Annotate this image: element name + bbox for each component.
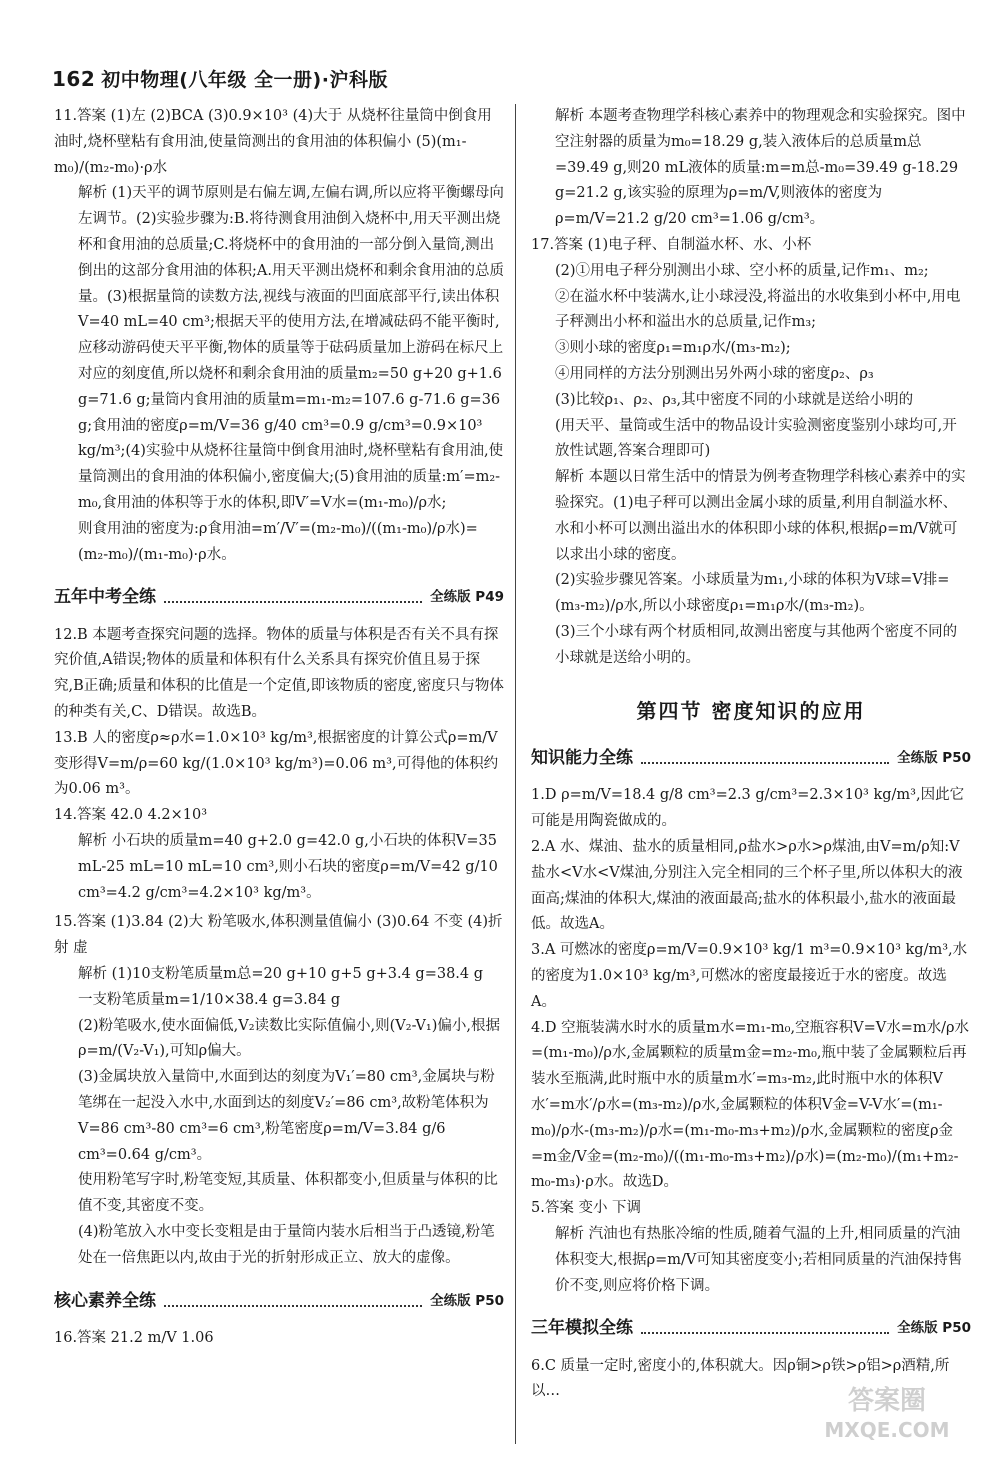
watermark-logo — [792, 1377, 982, 1447]
page-number: 162 — [52, 67, 96, 91]
q15-analysis-3: (2)粉笔吸水,使水面偏低,V₂读数比实际值偏小,则(V₂-V₁)偏小,根据ρ=m/(V₂-V₁),可知ρ偏大。 — [78, 1017, 500, 1060]
left-column — [54, 104, 504, 1352]
section-title: 五年中考全练 — [54, 587, 156, 608]
book-title: 初中物理(八年级 全一册)·沪科版 — [101, 69, 388, 91]
section-header-three-year — [531, 1313, 971, 1343]
q17-analysis-2: (2)实验步骤见答案。小球质量为m₁,小球的体积为V球=V排=(m₃-m₂)/ρ水,所以小球密度ρ₁=m₁ρ水/(m₃-m₂)。 — [555, 572, 950, 615]
section-ref: 全练版 P50 — [897, 750, 971, 767]
q17-step-3: ③则小球的密度ρ₁=m₁ρ水/(m₃-m₂); — [555, 340, 791, 357]
section-title: 知识能力全练 — [531, 748, 633, 769]
q14-answer: 14.答案 42.0 4.2×10³ — [54, 807, 208, 824]
section-ref: 全练版 P50 — [897, 1320, 971, 1337]
q17-step-6: (用天平、量筒或生活中的物品设计实验测密度鉴别小球均可,开放性试题,答案合理即可) — [555, 417, 957, 460]
q15-analysis-6: (4)粉笔放入水中变长变粗是由于量筒内装水后相当于凸透镜,粉笔处在一倍焦距以内,故由于光的折射形成正立、放大的虚像。 — [78, 1223, 495, 1266]
r5-answer: 5.答案 变小 下调 — [531, 1200, 642, 1217]
q16-analysis: 解析 本题考查物理学科核心素养中的物理观念和实验探究。图中空注射器的质量为m₀=18.29 g,装入液体后的总质量m总=39.49 g,则20 mL液体的质量:m=m总-m₀=39.49 g-18.29 g=21.2 g,该实验的原理为ρ=m/V,则液体的密度为ρ=m/V=21.2 g/20 cm³=1.06 g/cm³。 — [555, 108, 966, 228]
dotted-leader — [164, 1295, 422, 1307]
chapter-section-title: 第四节 密度知识的应用 — [636, 698, 866, 723]
q17-analysis-1: 解析 本题以日常生活中的情景为例考查物理学科核心素养中的实验探究。(1)电子秤可以测出金属小球的质量,利用自制溢水杯、水和小杯可以测出溢出水的体积即小球的体积,根据ρ=m/V就可以求出小球的密度。 — [555, 469, 966, 563]
section-ref: 全练版 P50 — [430, 1292, 504, 1309]
section-title: 核心素养全练 — [54, 1290, 156, 1311]
section-header-core — [54, 1286, 504, 1316]
q11-analysis-2: 则食用油的密度为:ρ食用油=m′/V′=(m₂-m₀)/((m₁-m₀)/ρ水)=(m₂-m₀)/(m₁-m₀)·ρ水。 — [78, 520, 478, 563]
column-divider — [515, 104, 516, 1444]
q15-analysis-2: 一支粉笔质量m=1/10×38.4 g=3.84 g — [78, 991, 341, 1008]
q14 — [54, 803, 504, 906]
q15-analysis-1: 解析 (1)10支粉笔质量m总=20 g+10 g+5 g+3.4 g=38.4 g — [78, 965, 484, 982]
q17-step-5: (3)比较ρ₁、ρ₂、ρ₃,其中密度不同的小球就是送给小明的 — [555, 391, 914, 408]
q17 — [531, 233, 971, 672]
r5 — [531, 1196, 971, 1299]
section-header-knowledge — [531, 743, 971, 773]
r2: 2.A 水、煤油、盐水的质量相同,ρ盐水>ρ水>ρ煤油,由V=m/ρ知:V盐水<V水<V煤油,分别注入完全相同的三个杯子里,所以体积大的液面高;煤油的体积大,煤油的液面最高;盐水的体积最小,盐水的液面最低。故选A。 — [531, 838, 963, 933]
dotted-leader — [641, 1322, 889, 1334]
svg-text:MXQE.COM: MXQE.COM — [824, 1418, 950, 1442]
r4: 4.D 空瓶装满水时水的质量m水=m₁-m₀,空瓶容积V=V水=m水/ρ水=(m₁-m₀)/ρ水,金属颗粒的质量m金=m₂-m₀,瓶中装了金属颗粒后再装水至瓶满,此时瓶中水的质量m水′=m₃-m₂,此时瓶中水的体积V水′=m水′/ρ水=(m₃-m₂)/ρ水,金属颗粒的体积V金=V-V水′=(m₁-m₀)/ρ水-(m₃-m₂)/ρ水=(m₁-m₀-m₃+m₂)/ρ水,金属颗粒的密度ρ金=m金/V金=(m₂-m₀)/((m₁-m₀-m₃+m₂)/ρ水)=(m₂-m₀)/(m₁+m₂-m₀-m₃)·ρ水。故选D。 — [531, 1019, 970, 1191]
q17-step-1: (2)①用电子秤分别测出小球、空小杯的质量,记作m₁、m₂; — [555, 262, 929, 279]
svg-text:答案圈: 答案圈 — [847, 1386, 927, 1416]
q15-analysis-4: (3)金属块放入量筒中,水面到达的刻度为V₁′=80 cm³,金属块与粉笔绑在一起没入水中,水面到达的刻度V₂′=86 cm³,故粉笔体积为V=86 cm³-80 cm³=6 cm³,粉笔密度ρ=m/V=3.84 g/6 cm³=0.64 g/cm³。 — [78, 1069, 495, 1163]
q13: 13.B 人的密度ρ≈ρ水=1.0×10³ kg/m³,根据密度的计算公式ρ=m/V变形得V=m/ρ=60 kg/(1.0×10³ kg/m³)=0.06 m³,可得他的体积约为0.06 m³。 — [54, 729, 499, 798]
right-column — [531, 104, 971, 1405]
q11-answer: 11.答案 (1)左 (2)BCA (3)0.9×10³ (4)大于 从烧杯往量筒中倒食用油时,烧杯壁粘有食用油,使量筒测出的食用油的体积偏小 (5)(m₁-m₀)/(m₂-m₀)·ρ水 — [54, 108, 492, 176]
section-title: 三年模拟全练 — [531, 1318, 633, 1339]
r1: 1.D ρ=m/V=18.4 g/8 cm³=2.3 g/cm³=2.3×10³ kg/m³,因此它可能是用陶瓷做成的。 — [531, 787, 965, 830]
section-header-five-year — [54, 582, 504, 612]
dotted-leader — [164, 591, 422, 603]
q12: 12.B 本题考查探究问题的选择。物体的质量与体积是否有关不具有探究价值,A错误;物体的质量和体积有什么关系具有探究价值且易于探究,B正确;质量和体积的比值是一个定值,即该物质的密度,密度只与物体的种类有关,C、D错误。故选B。 — [54, 626, 504, 720]
r3: 3.A 可燃冰的密度ρ=m/V=0.9×10³ kg/1 m³=0.9×10³ kg/m³,水的密度为1.0×10³ kg/m³,可燃冰的密度最接近于水的密度。故选A。 — [531, 942, 968, 1010]
section-ref: 全练版 P49 — [430, 589, 504, 606]
q11-analysis-1: 解析 (1)天平的调节原则是右偏左调,左偏右调,所以应将平衡螺母向左调节。(2)实验步骤为:B.将待测食用油倒入烧杯中,用天平测出烧杯和食用油的总质量;C.将烧杯中的食用油的一部分倒入量筒,测出倒出的这部分食用油的体积;A.用天平测出烧杯和剩余食用油的总质量。(3)根据量筒的读数方法,视线与液面的凹面底部平行,读出体积V=40 mL=40 cm³;根据天平的使用方法,在增减砝码不能平衡时,应移动游码使天平平衡,物体的质量等于砝码质量加上游码在标尺上对应的刻度值,所以烧杯和剩余食用油的质量m₂=50 g+20 g+1.6 g=71.6 g;量筒内食用油的质量m=m₁-m₂=107.6 g-71.6 g=36 g;食用油的密度ρ=m/V=36 g/40 cm³=0.9 g/cm³=0.9×10³ kg/m³;(4)实验中从烧杯往量筒中倒食用油时,烧杯壁粘有食用油,使量筒测出的食用油的体积偏小,密度偏大;(5)食用油的质量:m′=m₂-m₀,食用油的体积等于水的体积,即V′=V水=(m₁-m₀)/ρ水; — [78, 185, 504, 511]
q14-analysis: 解析 小石块的质量m=40 g+2.0 g=42.0 g,小石块的体积V=35 mL-25 mL=10 mL=10 cm³,则小石块的密度ρ=m/V=42 g/10 cm³=4.2 g/cm³=4.2×10³ kg/m³。 — [78, 832, 498, 901]
q11 — [54, 104, 504, 568]
q15-answer: 15.答案 (1)3.84 (2)大 粉笔吸水,体积测量值偏小 (3)0.64 不变 (4)折射 虚 — [54, 914, 503, 957]
q17-step-2: ②在溢水杯中装满水,让小球浸没,将溢出的水收集到小杯中,用电子秤测出小杯和溢出水的总质量,记作m₃; — [555, 288, 961, 331]
q17-analysis-3: (3)三个小球有两个材质相同,故测出密度与其他两个密度不同的小球就是送给小明的。 — [555, 623, 958, 666]
q15-analysis-5: 使用粉笔写字时,粉笔变短,其质量、体积都变小,但质量与体积的比值不变,其密度不变。 — [78, 1172, 498, 1215]
q15 — [54, 910, 504, 1271]
q16-answer: 16.答案 21.2 m/V 1.06 — [54, 1329, 214, 1346]
r6: 6.C 质量一定时,密度小的,体积就大。因ρ铜>ρ铁>ρ铝>ρ酒精,所以… — [531, 1357, 950, 1400]
r5-analysis: 解析 汽油也有热胀冷缩的性质,随着气温的上升,相同质量的汽油体积变大,根据ρ=m/V可知其密度变小;若相同质量的汽油保持售价不变,则应将价格下调。 — [555, 1225, 963, 1294]
dotted-leader — [641, 752, 889, 764]
page-header — [52, 62, 388, 98]
q17-answer: 17.答案 (1)电子秤、自制溢水杯、水、小杯 — [531, 236, 812, 253]
q17-step-4: ④用同样的方法分别测出另外两小球的密度ρ₂、ρ₃ — [555, 365, 874, 382]
